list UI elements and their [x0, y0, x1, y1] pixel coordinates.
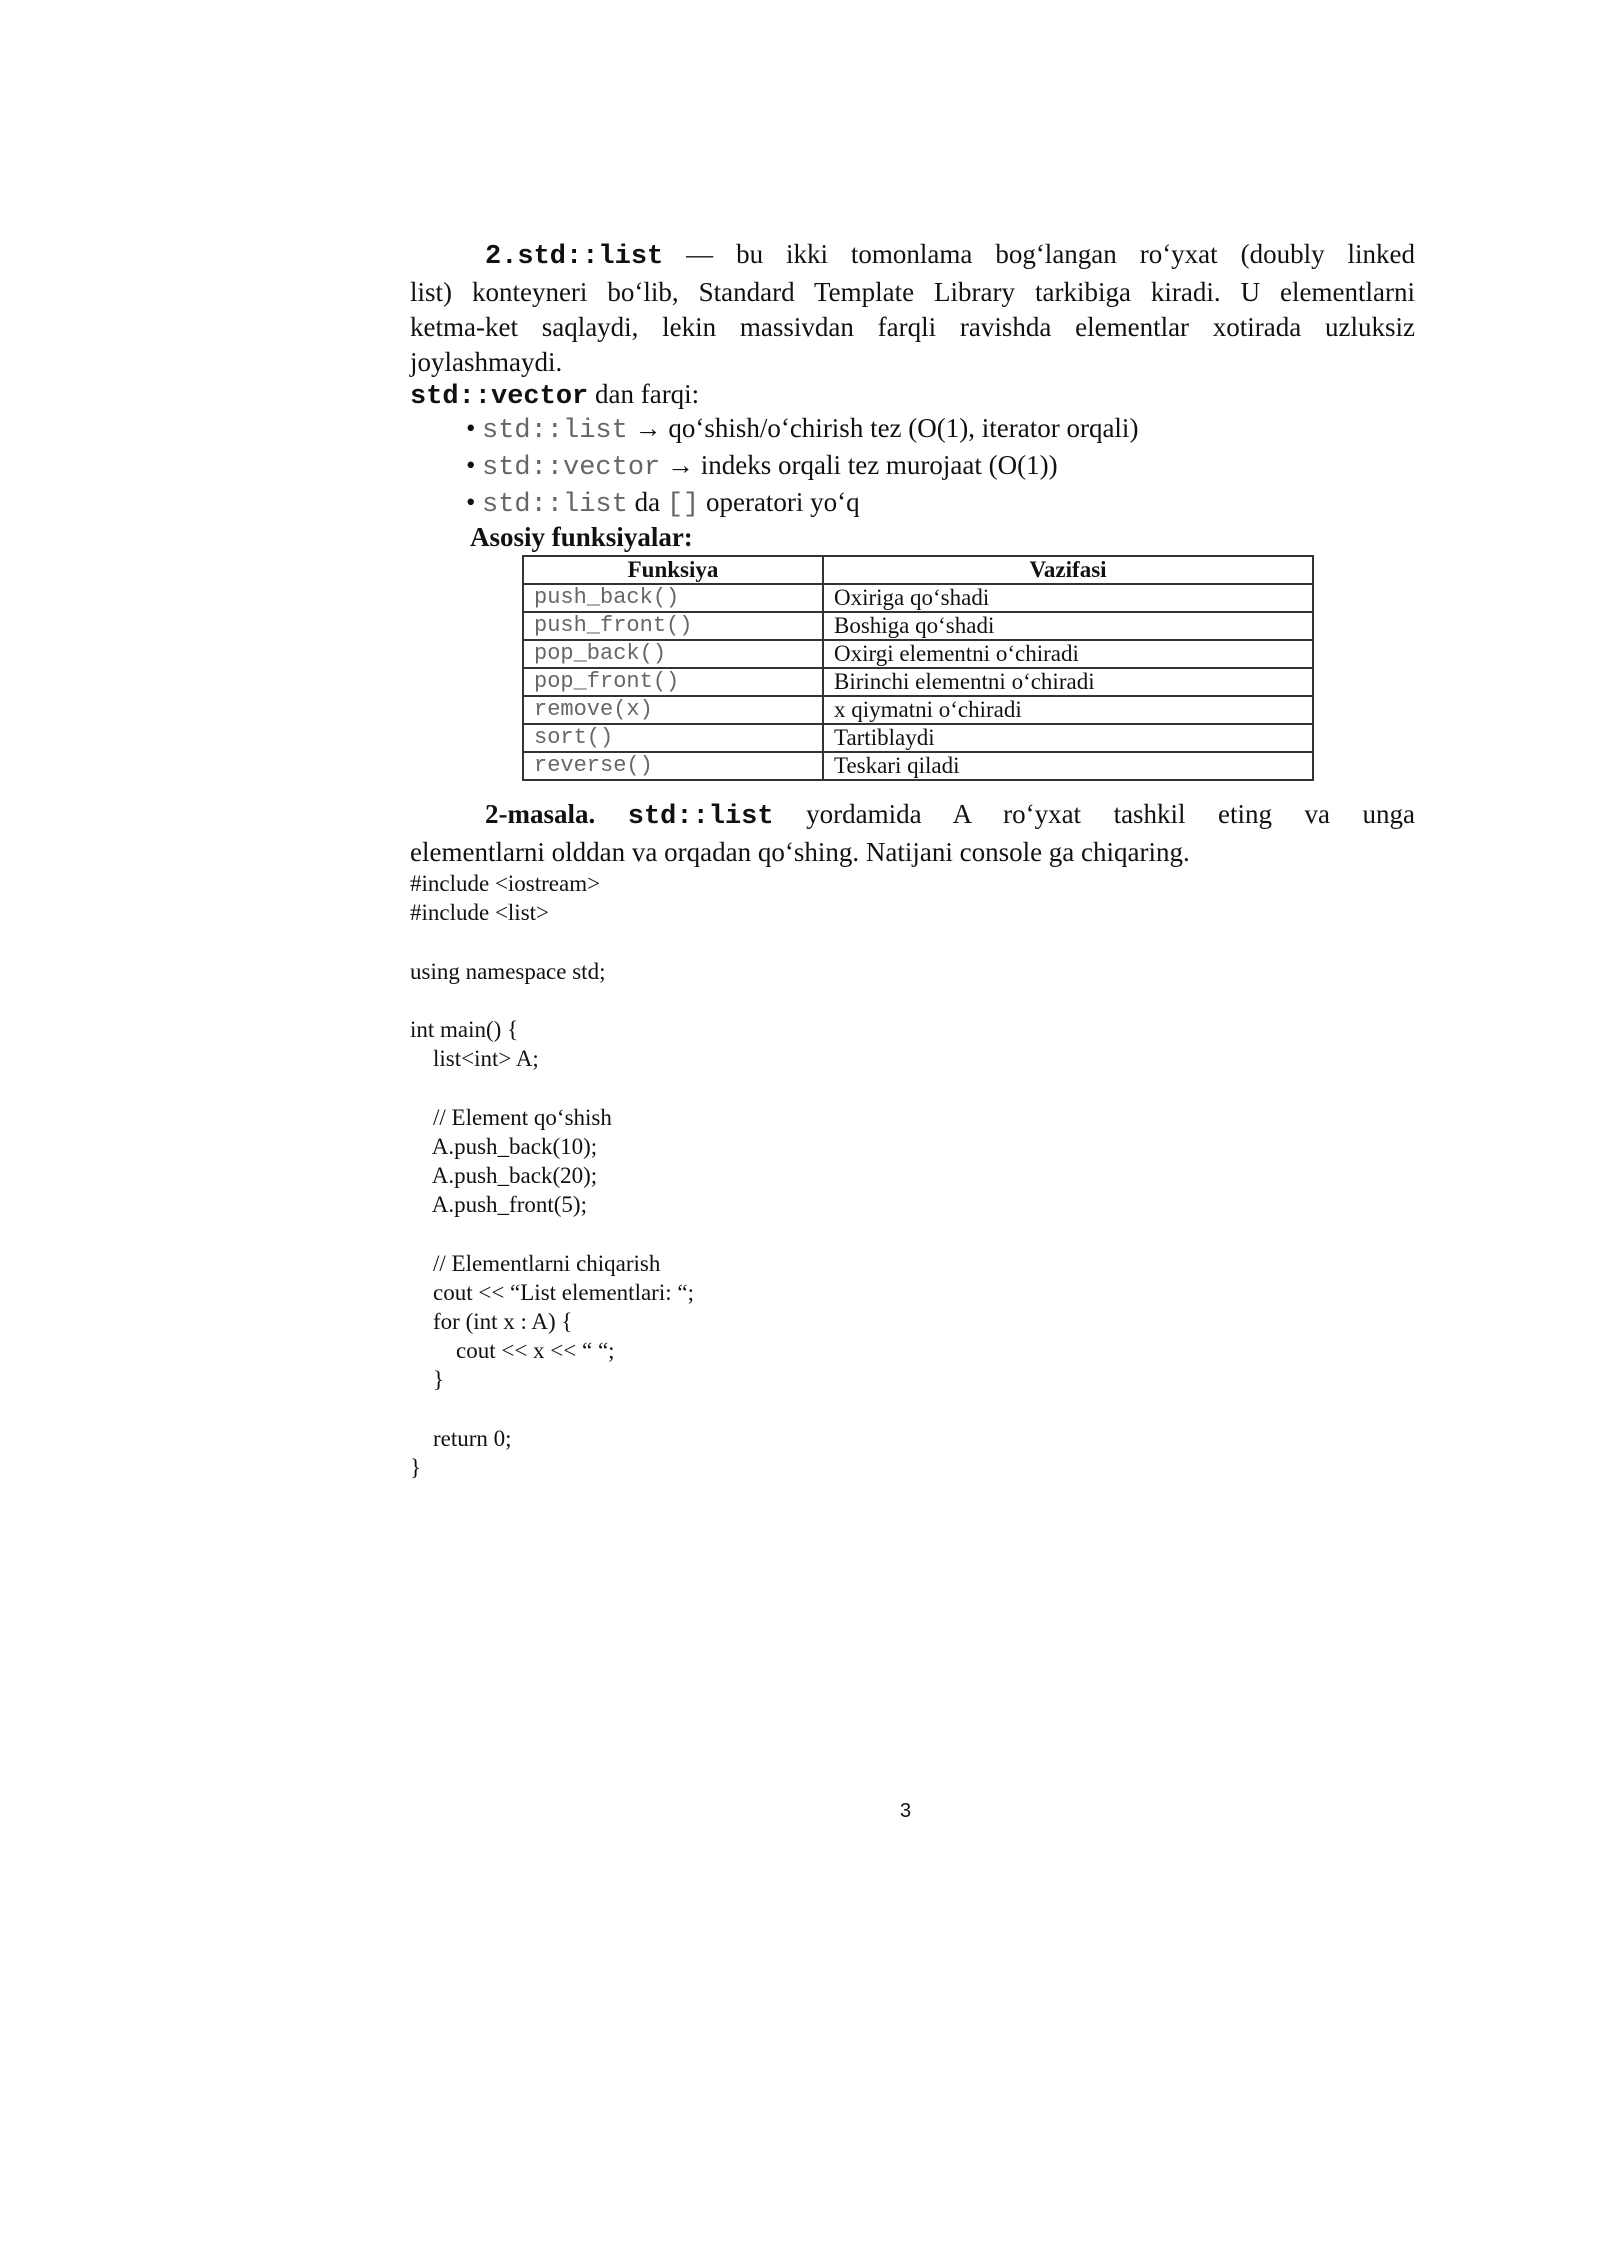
purpose-cell: Birinchi elementni o‘chiradi — [823, 668, 1313, 696]
function-cell: pop_back() — [523, 640, 823, 668]
table-row — [523, 724, 1313, 752]
code-line: } — [410, 1455, 422, 1481]
bullet-code-brackets: [] — [666, 490, 700, 520]
code-line — [410, 927, 694, 956]
vector-diff-code: std::vector — [410, 382, 589, 412]
intro-line-2: list) konteyneri bo‘lib, Standard Template Library tarkibiga kiradi. U elementlarni — [410, 277, 1415, 307]
purpose-cell: Oxirgi elementni o‘chiradi — [823, 640, 1313, 668]
code-line: cout << “List elementlari: “; — [410, 1279, 694, 1305]
bullet-text: → qo‘shish/o‘chirish tez (O(1), iterator orqali) — [627, 413, 1139, 443]
code-line — [410, 1219, 694, 1248]
function-cell: push_back() — [523, 584, 823, 612]
purpose-cell: Tartiblaydi — [823, 724, 1313, 752]
vector-diff-text: dan farqi: — [588, 379, 700, 409]
intro-lead-code: 2.std::list — [485, 242, 664, 272]
code-line: int main() { — [410, 1017, 519, 1043]
code-line: } — [410, 1367, 445, 1393]
purpose-cell: x qiymatni o‘chiradi — [823, 696, 1313, 724]
table-row — [523, 696, 1313, 724]
function-cell: push_front() — [523, 612, 823, 640]
list-item — [466, 484, 1138, 521]
code-line: A.push_front(5); — [410, 1192, 587, 1218]
bullet-text: da — [627, 487, 667, 517]
task-line-2: elementlarni olddan va orqadan qo‘shing. Natijani console ga chiqaring. — [410, 837, 1190, 867]
column-header-purpose: Vazifasi — [823, 556, 1313, 584]
code-line: return 0; — [410, 1425, 512, 1451]
code-line: for (int x : A) { — [410, 1309, 573, 1335]
purpose-cell: Oxiriga qo‘shadi — [823, 584, 1313, 612]
task-label: 2-masala. — [485, 799, 596, 829]
table-row — [523, 752, 1313, 780]
list-item — [466, 410, 1138, 447]
page-number: 3 — [900, 1800, 912, 1822]
code-line — [410, 986, 694, 1015]
code-line — [410, 1073, 694, 1102]
intro-line-1 — [410, 237, 1415, 275]
code-listing — [410, 869, 694, 1482]
code-line — [410, 1395, 694, 1424]
code-line: // Element qo‘shish — [410, 1104, 612, 1130]
purpose-cell: Boshiga qo‘shadi — [823, 612, 1313, 640]
table-row — [523, 668, 1313, 696]
comparison-list — [466, 410, 1138, 521]
task-code: std::list — [627, 802, 774, 832]
task-line-1-text: yordamida A ro‘yxat tashkil eting va unga — [806, 799, 1416, 829]
bullet-code: std::vector — [482, 453, 661, 483]
code-line: #include <list> — [410, 900, 550, 926]
functions-table — [522, 555, 1314, 781]
intro-paragraph — [410, 237, 1415, 380]
intro-dash: — — [663, 239, 737, 269]
intro-line-1-text: bu ikki tomonlama bog‘langan ro‘yxat (doubly linked — [736, 239, 1415, 269]
bullet-text: → indeks orqali tez murojaat (O(1)) — [660, 450, 1058, 480]
column-header-function: Funksiya — [523, 556, 823, 584]
bullet-dot-icon: • — [466, 487, 476, 517]
code-line: using namespace std; — [410, 958, 606, 984]
intro-line-4: joylashmaydi. — [410, 347, 563, 377]
intro-line-3: ketma-ket saqlaydi, lekin massivdan farqli ravishda elementlar xotirada uzluksiz — [410, 312, 1415, 342]
function-cell: reverse() — [523, 752, 823, 780]
bullet-dot-icon: • — [466, 413, 476, 443]
bullet-code: std::list — [482, 490, 628, 520]
code-line: list<int> A; — [410, 1046, 539, 1072]
list-item — [466, 447, 1138, 484]
table-row — [523, 584, 1313, 612]
task-line-1 — [410, 797, 1415, 835]
code-line: #include <iostream> — [410, 871, 601, 896]
function-cell: remove(x) — [523, 696, 823, 724]
code-line: A.push_back(10); — [410, 1133, 598, 1159]
task-paragraph — [410, 797, 1415, 870]
code-line: cout << x << “ “; — [410, 1338, 615, 1364]
function-cell: pop_front() — [523, 668, 823, 696]
bullet-dot-icon: • — [466, 450, 476, 480]
code-line: A.push_back(20); — [410, 1163, 598, 1189]
functions-heading: Asosiy funksiyalar: — [470, 522, 693, 552]
table-row — [523, 640, 1313, 668]
bullet-text: operatori yo‘q — [699, 487, 860, 517]
purpose-cell: Teskari qiladi — [823, 752, 1313, 780]
function-cell: sort() — [523, 724, 823, 752]
bullet-code: std::list — [482, 416, 628, 446]
table-row — [523, 612, 1313, 640]
table-header-row — [523, 556, 1313, 584]
code-line: // Elementlarni chiqarish — [410, 1250, 661, 1276]
